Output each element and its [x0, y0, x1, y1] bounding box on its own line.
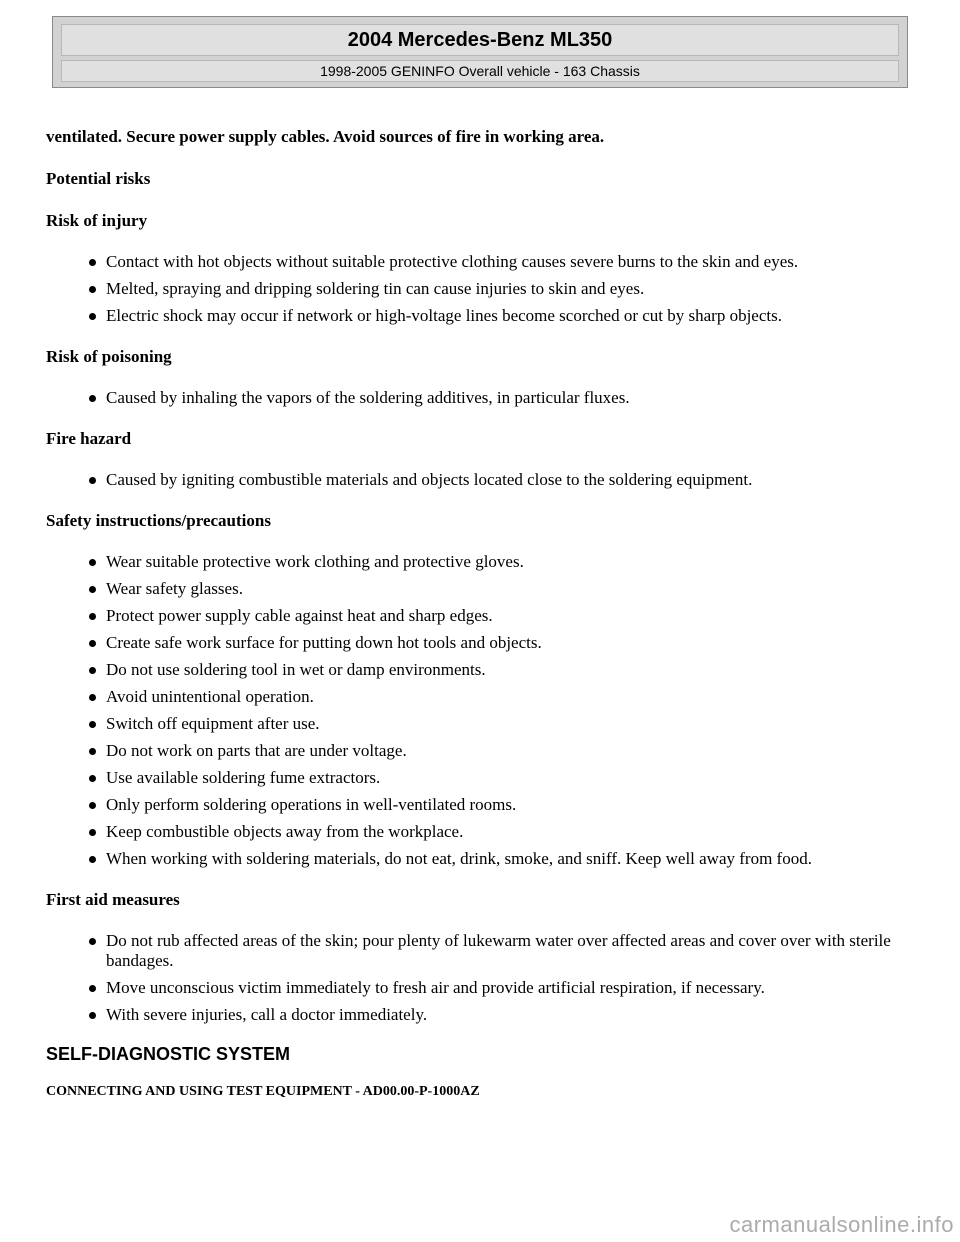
list-item — [46, 606, 906, 626]
list-item-text: Caused by inhaling the vapors of the soldering additives, in particular fluxes. — [106, 388, 630, 407]
list-item-text: Electric shock may occur if network or high-voltage lines become scorched or cut by sharp objects. — [106, 306, 782, 325]
list-item-text: Do not rub affected areas of the skin; pour plenty of lukewarm water over affected areas and cover over with sterile bandages. — [106, 931, 891, 970]
bullet-icon — [89, 1012, 96, 1019]
list-item — [46, 633, 906, 653]
potential-risks-heading: Potential risks — [46, 169, 151, 188]
bullet-icon — [89, 640, 96, 647]
poisoning-heading: Risk of poisoning — [46, 347, 172, 366]
fire-heading: Fire hazard — [46, 429, 132, 448]
safety-list — [46, 552, 906, 869]
list-item-text: Wear safety glasses. — [106, 579, 243, 598]
bullet-icon — [89, 286, 96, 293]
list-item — [46, 252, 906, 272]
intro-line: ventilated. Secure power supply cables. Avoid sources of fire in working area. — [46, 127, 605, 146]
list-item-text: Create safe work surface for putting down hot tools and objects. — [106, 633, 542, 652]
bullet-icon — [89, 802, 96, 809]
document-body — [46, 126, 906, 1101]
list-item — [46, 822, 906, 842]
list-item-text: Move unconscious victim immediately to fresh air and provide artificial respiration, if necessary. — [106, 978, 765, 997]
list-item — [46, 579, 906, 599]
fire-list — [46, 470, 906, 490]
list-item-text: Switch off equipment after use. — [106, 714, 320, 733]
list-item — [46, 279, 906, 299]
injury-heading: Risk of injury — [46, 211, 148, 230]
list-item — [46, 388, 906, 408]
bullet-icon — [89, 313, 96, 320]
first-aid-heading: First aid measures — [46, 890, 180, 909]
list-item — [46, 931, 906, 971]
poisoning-list — [46, 388, 906, 408]
list-item-text: Protect power supply cable against heat and sharp edges. — [106, 606, 493, 625]
bullet-icon — [89, 259, 96, 266]
list-item-text: Wear suitable protective work clothing and protective gloves. — [106, 552, 524, 571]
list-item — [46, 978, 906, 998]
list-item — [46, 306, 906, 326]
vehicle-title: 2004 Mercedes-Benz ML350 — [61, 24, 899, 56]
bullet-icon — [89, 667, 96, 674]
bullet-icon — [89, 694, 96, 701]
bullet-icon — [89, 985, 96, 992]
list-item — [46, 849, 906, 869]
list-item-text: Use available soldering fume extractors. — [106, 768, 381, 787]
bullet-icon — [89, 586, 96, 593]
list-item — [46, 552, 906, 572]
list-item-text: Melted, spraying and dripping soldering tin can cause injuries to skin and eyes. — [106, 279, 645, 298]
list-item-text: Keep combustible objects away from the workplace. — [106, 822, 464, 841]
list-item-text: Avoid unintentional operation. — [106, 687, 314, 706]
bullet-icon — [89, 477, 96, 484]
list-item — [46, 714, 906, 734]
bullet-icon — [89, 938, 96, 945]
document-subtitle: 1998-2005 GENINFO Overall vehicle - 163 Chassis — [61, 60, 899, 82]
list-item — [46, 660, 906, 680]
bullet-icon — [89, 613, 96, 620]
bullet-icon — [89, 395, 96, 402]
list-item-text: Contact with hot objects without suitable protective clothing causes severe burns to the skin and eyes. — [106, 252, 799, 271]
safety-heading: Safety instructions/precautions — [46, 511, 271, 530]
bullet-icon — [89, 856, 96, 863]
bullet-icon — [89, 775, 96, 782]
list-item — [46, 795, 906, 815]
section-title: SELF-DIAGNOSTIC SYSTEM — [46, 1044, 291, 1064]
injury-list — [46, 252, 906, 326]
list-item — [46, 470, 906, 490]
list-item-text: Caused by igniting combustible materials and objects located close to the soldering equipment. — [106, 470, 753, 489]
list-item-text: Only perform soldering operations in well-ventilated rooms. — [106, 795, 517, 814]
list-item — [46, 687, 906, 707]
list-item — [46, 1005, 906, 1025]
bullet-icon — [89, 721, 96, 728]
list-item — [46, 741, 906, 761]
list-item-text: Do not work on parts that are under voltage. — [106, 741, 407, 760]
list-item-text: Do not use soldering tool in wet or damp environments. — [106, 660, 486, 679]
list-item — [46, 768, 906, 788]
list-item-text: With severe injuries, call a doctor immediately. — [106, 1005, 428, 1024]
document-header — [52, 16, 908, 88]
first-aid-list — [46, 931, 906, 1025]
subsection-title: CONNECTING AND USING TEST EQUIPMENT - AD00.00-P-1000AZ — [46, 1084, 480, 1099]
bullet-icon — [89, 748, 96, 755]
list-item-text: When working with soldering materials, do not eat, drink, smoke, and sniff. Keep well away from food. — [106, 849, 812, 868]
site-watermark: carmanualsonline.info — [729, 1212, 954, 1237]
bullet-icon — [89, 559, 96, 566]
bullet-icon — [89, 829, 96, 836]
